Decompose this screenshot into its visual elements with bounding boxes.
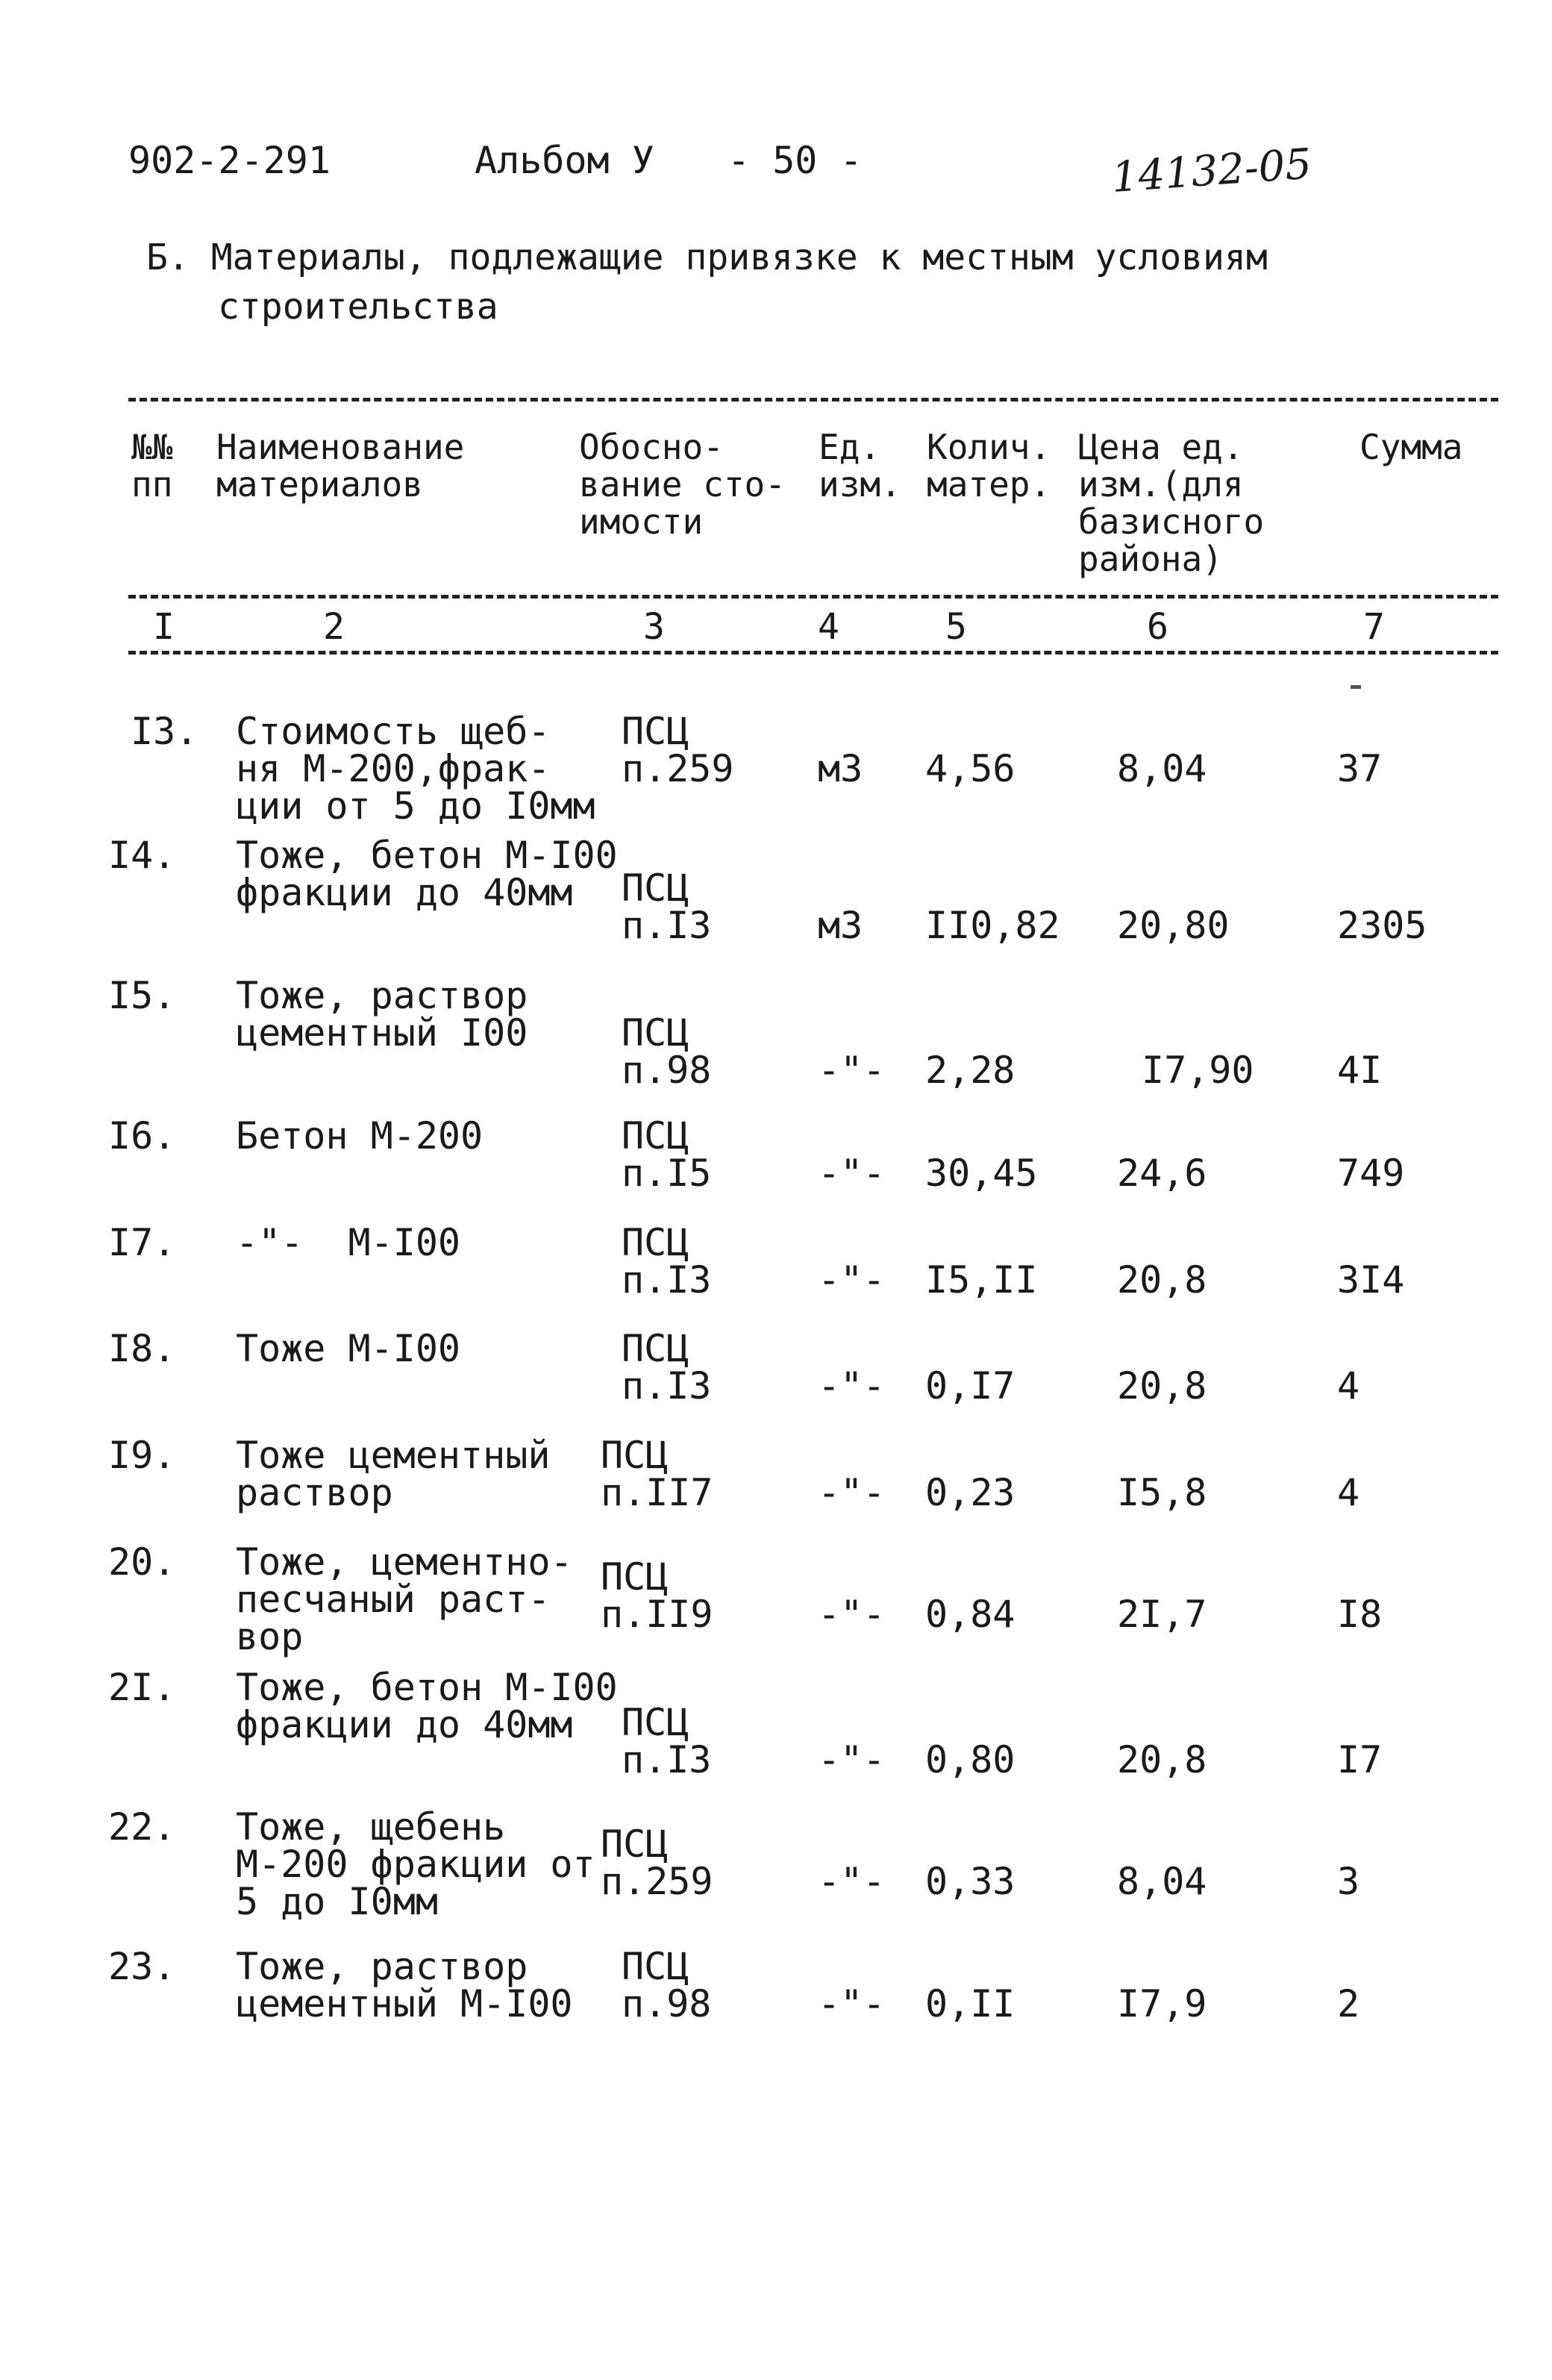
row-sum: 4I (1337, 1049, 1383, 1092)
row-number: I6. (108, 1114, 176, 1158)
document-code: 902-2-291 (128, 139, 331, 182)
row-number: 2I. (108, 1666, 176, 1709)
row-price: 20,80 (1117, 904, 1230, 947)
col-number-7: 7 (1363, 606, 1385, 648)
row-price: 24,6 (1117, 1152, 1207, 1195)
row-name: Тоже, цементно- песчаный раст- вор (236, 1540, 573, 1658)
row-number: I9. (108, 1434, 176, 1477)
row-basis: ПСЦ п.I3 (622, 866, 712, 947)
row-name: Тоже, бетон М-I00 фракции до 40мм (236, 1666, 618, 1746)
row-number: I7. (108, 1221, 176, 1264)
col-number-2: 2 (323, 606, 345, 648)
row-price: 8,04 (1117, 1860, 1207, 1903)
row-unit: -"- (818, 1593, 886, 1636)
row-number: 23. (108, 1945, 176, 1988)
col-header-qty: Колич. матер. (927, 427, 1051, 505)
row-sum: 749 (1337, 1152, 1405, 1195)
section-title-line1: Б. Материалы, подлежащие привязке к местным условиям (146, 237, 1268, 278)
header-bottom-rule (128, 595, 1498, 599)
row-number: 20. (108, 1540, 176, 1584)
row-qty: 4,56 (925, 747, 1016, 790)
row-name: Бетон М-200 (236, 1114, 484, 1158)
row-qty: 0,80 (925, 1738, 1016, 1781)
row-qty: 0,23 (925, 1471, 1016, 1514)
row-qty: II0,82 (925, 904, 1060, 947)
row-unit: м3 (818, 904, 863, 947)
row-name: Тоже, раствор цементный М-I00 (236, 1945, 573, 2026)
col-header-price: Цена ед. изм.(для базисного района) (1078, 427, 1265, 579)
row-unit: м3 (818, 747, 863, 790)
row-qty: 2,28 (925, 1049, 1016, 1092)
col-header-sum: Сумма (1359, 427, 1463, 467)
row-qty: 0,33 (925, 1860, 1016, 1903)
row-qty: I5,II (925, 1258, 1038, 1302)
table-top-rule (128, 398, 1498, 402)
col-number-6: 6 (1147, 606, 1168, 648)
row-price: I7,90 (1142, 1049, 1254, 1092)
row-price: I5,8 (1117, 1471, 1207, 1514)
row-unit: -"- (818, 1860, 886, 1903)
row-sum: 3I4 (1337, 1258, 1405, 1302)
row-basis: ПСЦ п.259 (601, 1823, 713, 1903)
album-label: Альбом У (475, 139, 654, 182)
section-title-line2: строительства (218, 286, 498, 328)
row-name: -"- М-I00 (236, 1221, 461, 1264)
row-name: Тоже цементный раствор (236, 1434, 551, 1514)
col-number-4: 4 (818, 606, 839, 648)
col-number-5: 5 (945, 606, 967, 648)
col-number-3: 3 (643, 606, 665, 648)
row-sum: I8 (1337, 1593, 1383, 1636)
row-price: 8,04 (1117, 747, 1207, 790)
row-number: I3. (131, 710, 198, 753)
row-price: 20,8 (1117, 1738, 1207, 1781)
row-sum: 4 (1337, 1364, 1360, 1408)
row-basis: ПСЦ п.I3 (622, 1701, 712, 1781)
col-header-unit: Ед. изм. (819, 427, 901, 505)
row-unit: -"- (818, 1152, 886, 1195)
row-unit: -"- (818, 1982, 886, 2026)
row-price: 20,8 (1117, 1258, 1207, 1302)
row-number: I8. (108, 1327, 176, 1370)
row-sum: 2 (1337, 1982, 1360, 2026)
row-unit: -"- (818, 1258, 886, 1302)
row-sum: 3 (1337, 1860, 1360, 1903)
row-name: Тоже, раствор цементный I00 (236, 974, 528, 1055)
section-title (146, 233, 1370, 331)
column-numbers-rule (128, 651, 1498, 655)
row-sum: I7 (1337, 1738, 1383, 1781)
row-name: Тоже М-I00 (236, 1327, 461, 1370)
row-basis: ПСЦ п.98 (622, 1011, 712, 1092)
row-name: Стоимость щеб- ня М-200,фрак- ции от 5 до I0мм (236, 710, 595, 828)
row-number: I5. (108, 974, 176, 1017)
row-unit: -"- (818, 1364, 886, 1408)
row-basis: ПСЦ п.I3 (622, 1221, 712, 1302)
row-qty: 0,II (925, 1982, 1016, 2026)
row-sum: 2305 (1337, 904, 1427, 947)
row-name: Тоже, щебень М-200 фракции от 5 до I0мм (236, 1805, 595, 1923)
row-sum: 37 (1337, 747, 1383, 790)
row-number: I4. (108, 834, 176, 877)
row-basis: ПСЦ п.I5 (622, 1114, 712, 1195)
row-name: Тоже, бетон М-I00 фракции до 40мм (236, 834, 618, 914)
page-number: - 50 - (728, 139, 863, 182)
stray-mark (1351, 685, 1361, 689)
row-price: 20,8 (1117, 1364, 1207, 1408)
row-basis: ПСЦ п.259 (622, 710, 734, 790)
row-unit: -"- (818, 1049, 886, 1092)
row-qty: 0,84 (925, 1593, 1016, 1636)
col-number-1: I (153, 606, 175, 648)
row-basis: ПСЦ п.I3 (622, 1327, 712, 1408)
row-qty: 30,45 (925, 1152, 1038, 1195)
row-unit: -"- (818, 1471, 886, 1514)
row-basis: ПСЦ п.98 (622, 1945, 712, 2026)
row-sum: 4 (1337, 1471, 1360, 1514)
row-qty: 0,I7 (925, 1364, 1016, 1408)
row-price: I7,9 (1117, 1982, 1207, 2026)
row-unit: -"- (818, 1738, 886, 1781)
row-basis: ПСЦ п.II7 (601, 1434, 713, 1514)
col-header-name: Наименование материалов (216, 427, 465, 505)
col-header-number: №№ пп (131, 427, 173, 505)
row-number: 22. (108, 1805, 176, 1849)
row-basis: ПСЦ п.II9 (601, 1555, 713, 1636)
handwritten-number: 14132-05 (1110, 140, 1313, 202)
row-price: 2I,7 (1117, 1593, 1207, 1636)
col-header-basis: Обосно- вание сто- имости (579, 427, 786, 542)
